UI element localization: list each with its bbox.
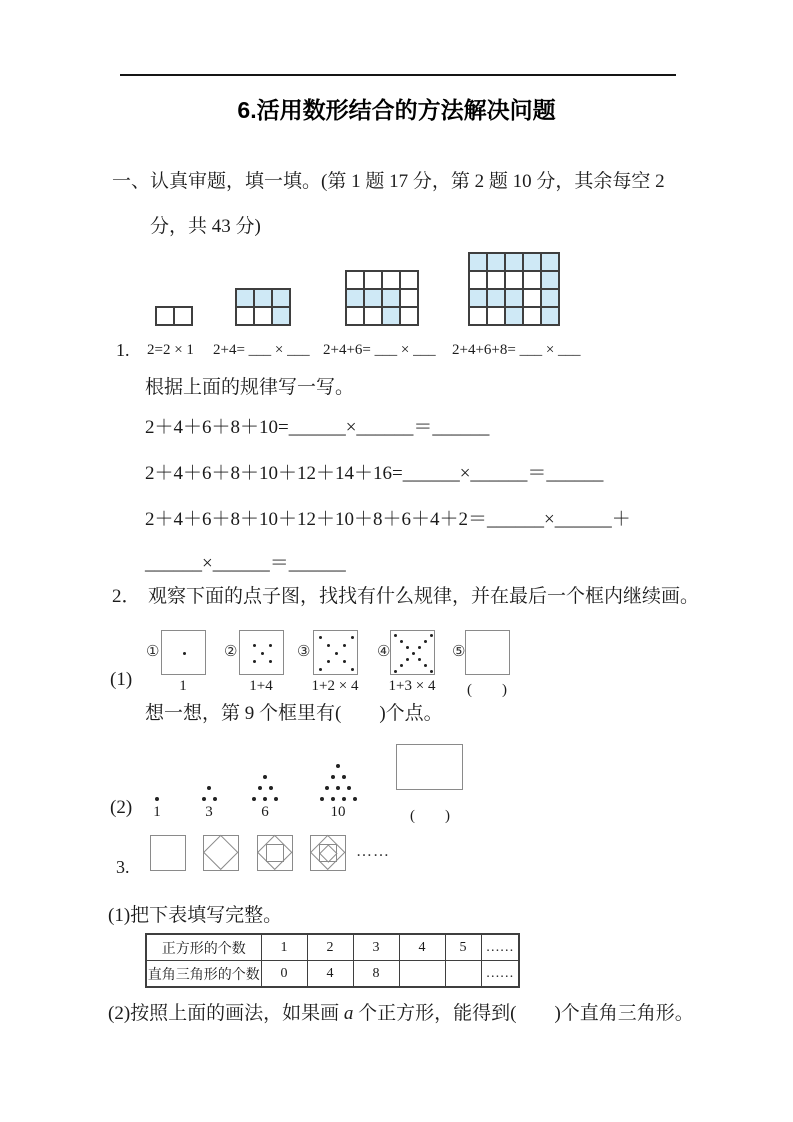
- pattern-dot: [343, 660, 346, 663]
- grid-cell: [254, 289, 272, 307]
- grid-cell: [505, 289, 523, 307]
- grid-cell: [346, 289, 364, 307]
- q1-grid-label-2: 2+4= ___ × ___: [213, 342, 310, 358]
- grid-cell: [382, 271, 400, 289]
- q3-ellipsis: ……: [356, 843, 390, 860]
- q1-grid-figure-2: [235, 288, 291, 326]
- q2-think-line: 想一想，第 9 个框里有( )个点。: [145, 703, 443, 724]
- q1-grid-figures: [0, 252, 793, 328]
- grid-cell: [272, 289, 290, 307]
- grid-cell: [523, 307, 541, 325]
- q2-answer-box: [396, 744, 463, 790]
- q2-part2-label: (2): [110, 797, 133, 818]
- triangle-dot: [252, 797, 256, 801]
- q2-part1-label: (1): [110, 669, 133, 690]
- q1-grid-figure-3: [345, 270, 419, 326]
- grid-cell: [382, 289, 400, 307]
- q1-instruction: 根据上面的规律写一写。: [145, 377, 355, 398]
- table-cell: 2: [307, 934, 353, 961]
- square-shape: [150, 835, 186, 871]
- pattern-dot: [351, 668, 354, 671]
- section-heading-line-2: 分，共 43 分): [150, 216, 261, 237]
- triangle-dot: [263, 797, 267, 801]
- triangle-dot: [342, 775, 346, 779]
- table-cell: 3: [353, 934, 399, 961]
- grid-cell: [364, 271, 382, 289]
- q1-grid-figure-1: [155, 306, 193, 326]
- pattern-dot: [319, 636, 322, 639]
- triangle-dot: [274, 797, 278, 801]
- triangle-label-2: 3: [205, 804, 213, 820]
- q3-fill-table: [145, 933, 520, 988]
- q3-nested-squares-row: [0, 833, 793, 895]
- table-row-1: [146, 934, 519, 961]
- grid-cell: [523, 289, 541, 307]
- pattern-dot: [327, 660, 330, 663]
- grid-cell: [400, 307, 418, 325]
- triangle-dot: [331, 797, 335, 801]
- nested-square-figure-2: [203, 835, 239, 871]
- dot-box-4: [390, 630, 435, 675]
- q1-grid-label-4: 2+4+6+8= ___ × ___: [452, 342, 581, 358]
- triangle-dot: [325, 786, 329, 790]
- dot-box-label-4: 1+3 × 4: [388, 678, 436, 694]
- triangle-dot: [213, 797, 217, 801]
- grid-cell: [541, 289, 559, 307]
- grid-cell: [469, 307, 487, 325]
- q1-equation-1: 2＋4＋6＋8＋10=______×______＝______: [145, 417, 490, 438]
- triangle-dot: [207, 786, 211, 790]
- grid-cell: [487, 271, 505, 289]
- pattern-dot: [319, 668, 322, 671]
- pattern-dot: [412, 652, 415, 655]
- table-cell: 0: [261, 961, 307, 988]
- pattern-dot: [183, 652, 186, 655]
- triangle-dot: [331, 775, 335, 779]
- circled-number-2: ②: [224, 644, 238, 660]
- pattern-dot: [269, 660, 272, 663]
- triangle-dot: [342, 797, 346, 801]
- q1-grid-labels-row: [0, 338, 793, 364]
- q3-part1-line: (1)把下表填写完整。: [108, 905, 283, 926]
- grid-cell: [364, 307, 382, 325]
- pattern-dot: [253, 660, 256, 663]
- pattern-dot: [351, 636, 354, 639]
- grid-cell: [236, 307, 254, 325]
- square-shape: [266, 844, 284, 862]
- triangle-dot: [336, 786, 340, 790]
- triangle-dot: [263, 775, 267, 779]
- grid-cell: [272, 307, 290, 325]
- table-cell: 5: [445, 934, 481, 961]
- triangle-dot: [336, 764, 340, 768]
- grid-cell: [523, 253, 541, 271]
- grid-cell: [400, 289, 418, 307]
- pattern-dot: [418, 646, 421, 649]
- pattern-dot: [343, 644, 346, 647]
- q3-part2-prefix: (2)按照上面的画法，如果画: [108, 1003, 344, 1024]
- pattern-dot: [253, 644, 256, 647]
- pattern-dot: [394, 670, 397, 673]
- q2-answer-box-label: ( ): [410, 808, 450, 824]
- grid-cell: [254, 307, 272, 325]
- grid-cell: [487, 253, 505, 271]
- grid-cell: [364, 289, 382, 307]
- q3-number: 3.: [116, 857, 130, 877]
- q2-triangle-dots-row: [0, 742, 793, 830]
- q3-part2-variable: a: [343, 1003, 354, 1024]
- grid-cell: [346, 307, 364, 325]
- table-cell: ……: [481, 961, 519, 988]
- pattern-dot: [327, 644, 330, 647]
- pattern-dot: [430, 634, 433, 637]
- dot-box-label-3: 1+2 × 4: [311, 678, 359, 694]
- pattern-dot: [424, 664, 427, 667]
- pattern-dot: [335, 652, 338, 655]
- q3-part2-suffix: 个正方形，能得到( )个直角三角形。: [353, 1003, 694, 1024]
- pattern-dot: [261, 652, 264, 655]
- table-row-2: [146, 961, 519, 988]
- grid-cell: [469, 253, 487, 271]
- pattern-dot: [406, 646, 409, 649]
- grid-cell: [469, 271, 487, 289]
- pattern-dot: [406, 658, 409, 661]
- q3-part2-line: [108, 998, 694, 1025]
- pattern-dot: [400, 640, 403, 643]
- q2-heading: [112, 583, 699, 611]
- dot-box-1: [161, 630, 206, 675]
- grid-cell: [400, 271, 418, 289]
- table-cell: [445, 961, 481, 988]
- triangle-label-1: 1: [153, 804, 161, 820]
- grid-cell: [174, 307, 192, 325]
- nested-square-figure-1: [150, 835, 186, 871]
- table-cell: 1: [261, 934, 307, 961]
- grid-cell: [505, 307, 523, 325]
- grid-cell: [487, 289, 505, 307]
- grid-cell: [523, 271, 541, 289]
- nested-square-figure-4: [310, 835, 346, 871]
- triangle-label-3: 6: [261, 804, 269, 820]
- pattern-dot: [424, 640, 427, 643]
- dot-box-label-2: 1+4: [249, 678, 273, 694]
- grid-cell: [541, 307, 559, 325]
- triangle-dot: [269, 786, 273, 790]
- triangle-dot: [347, 786, 351, 790]
- q1-equation-2: 2＋4＋6＋8＋10＋12＋14＋16=______×______＝______: [145, 463, 604, 484]
- circled-number-1: ①: [146, 644, 160, 660]
- pattern-dot: [400, 664, 403, 667]
- q1-equation-4: ______×______＝______: [145, 553, 346, 574]
- q1-grid-label-3: 2+4+6= ___ × ___: [323, 342, 436, 358]
- table-cell: [399, 961, 445, 988]
- dot-box-label-1: 1: [179, 678, 187, 694]
- circled-number-3: ③: [297, 644, 311, 660]
- grid-cell: [346, 271, 364, 289]
- q1-grid-label-1: 2=2 × 1: [147, 342, 194, 358]
- grid-cell: [541, 271, 559, 289]
- triangle-dot: [320, 797, 324, 801]
- pattern-dot: [430, 670, 433, 673]
- grid-cell: [505, 253, 523, 271]
- dot-box-5: [465, 630, 510, 675]
- grid-cell: [487, 307, 505, 325]
- nested-square-figure-3: [257, 835, 293, 871]
- triangle-dot: [202, 797, 206, 801]
- grid-cell: [156, 307, 174, 325]
- q2-number: 2．: [112, 586, 141, 607]
- q1-number: 1.: [116, 340, 130, 360]
- q2-dot-boxes-row: [0, 628, 793, 710]
- q1-equation-3: 2＋4＋6＋8＋10＋12＋10＋8＋6＋4＋2＝______×______＋: [145, 509, 631, 530]
- section-heading-line-1: 一、认真审题，填一填。(第 1 题 17 分，第 2 题 10 分，其余每空 2: [112, 171, 665, 192]
- circled-number-5: ⑤: [452, 644, 466, 660]
- grid-cell: [382, 307, 400, 325]
- q1-grid-figure-4: [468, 252, 560, 326]
- table-cell: 4: [399, 934, 445, 961]
- grid-cell: [541, 253, 559, 271]
- triangle-dot: [353, 797, 357, 801]
- triangle-dot: [155, 797, 159, 801]
- table-cell: ……: [481, 934, 519, 961]
- dot-box-3: [313, 630, 358, 675]
- q2-text: 观察下面的点子图，找找有什么规律，并在最后一个框内继续画。: [148, 586, 700, 607]
- table-cell: 4: [307, 961, 353, 988]
- dot-box-label-5: ( ): [467, 682, 507, 698]
- top-rule: [120, 74, 676, 76]
- table-row-header: 直角三角形的个数: [146, 961, 261, 988]
- page-title: 6.活用数形结合的方法解决问题: [237, 97, 556, 123]
- pattern-dot: [418, 658, 421, 661]
- table-row-header: 正方形的个数: [146, 934, 261, 961]
- triangle-label-4: 10: [330, 804, 346, 820]
- triangle-dot: [258, 786, 262, 790]
- grid-cell: [236, 289, 254, 307]
- grid-cell: [469, 289, 487, 307]
- circled-number-4: ④: [377, 644, 391, 660]
- dot-box-2: [239, 630, 284, 675]
- pattern-dot: [269, 644, 272, 647]
- grid-cell: [505, 271, 523, 289]
- pattern-dot: [394, 634, 397, 637]
- table-cell: 8: [353, 961, 399, 988]
